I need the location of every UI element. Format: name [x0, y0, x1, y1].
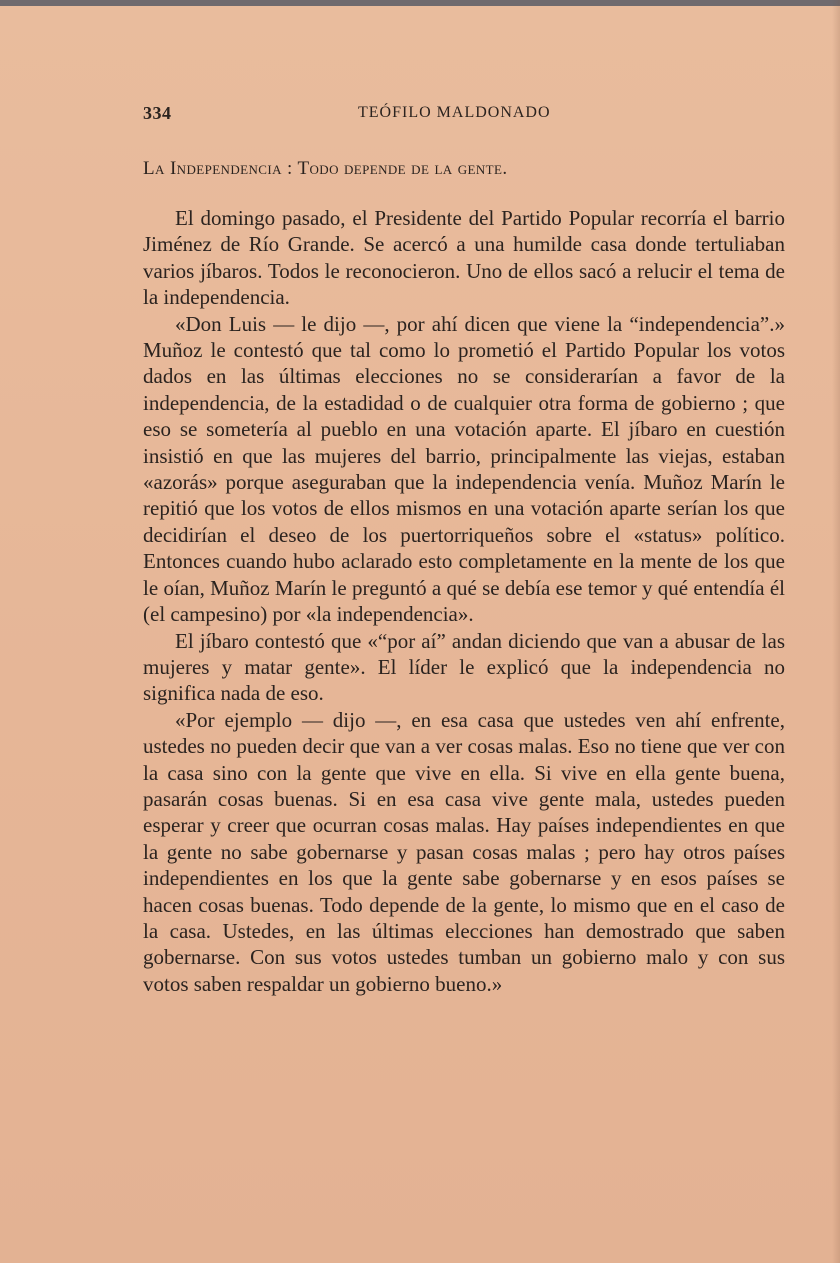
paragraph: El domingo pasado, el Presidente del Partido Popular recorría el barrio Jiménez de Río Grande. Se acercó a una humilde casa donde tertuliaban varios jíbaros. Todos le reconocieron. Uno de ellos sacó a relucir el tema de la independencia. — [143, 206, 785, 310]
body-text — [143, 205, 785, 997]
page-fold-shadow — [832, 0, 840, 1263]
page-header — [143, 103, 785, 129]
paragraph: «Por ejemplo — dijo —, en esa casa que ustedes ven ahí enfrente, ustedes no pueden decir que van a ver cosas malas. Eso no tiene que ver con la casa sino con la gente que vive en ella. Si vive en ella gente buena, pasarán cosas buenas. Si en esa casa vive gente mala, ustedes pueden esperar y creer que ocurran cosas malas. Hay países independientes en que la gente no sabe gobernarse y pasan cosas malas ; pero hay otros países independientes en los que la gente sabe gobernarse y en esos países se hacen cosas buenas. Todo depende de la gente, lo mismo que en el caso de la casa. Ustedes, en las últimas elecciones han demostrado que saben gobernarse. Con sus votos ustedes tumban un gobierno malo y con sus votos saben respaldar un gobierno bueno.» — [143, 707, 785, 996]
paragraph: «Don Luis — le dijo —, por ahí dicen que viene la “independencia”.» Muñoz le contestó que tal como lo prometió el Partido Popular los votos dados en las últimas elecciones no se considerarían a favor de la independencia, de la estadidad o de cualquier otra forma de gobierno ; que eso se sometería al pueblo en una votación aparte. El jíbaro en cuestión insistió en que las mujeres del barrio, principalmente las viejas, estaban «azorás» porque aseguraban que la independencia venía. Muñoz Marín le repitió que los votos de ellos mismos en una votación aparte serían los que decidirían el deseo de los puertorriqueños sobre el «status» político. Entonces cuando hubo aclarado esto completamente en la mente de los que le oían, Muñoz Marín le preguntó a qué se debía ese temor y qué entendía él (el campesino) por «la independencia». — [143, 311, 785, 627]
running-head: TEÓFILO MALDONADO — [358, 104, 551, 121]
section-title: La Independencia : Todo depende de la gente. — [143, 158, 508, 179]
page-top-edge — [0, 0, 840, 6]
page-number: 334 — [143, 103, 172, 123]
paragraph: El jíbaro contestó que «“por aí” andan diciendo que van a abusar de las mujeres y matar gente». El líder le explicó que la independencia no significa nada de eso. — [143, 628, 785, 706]
